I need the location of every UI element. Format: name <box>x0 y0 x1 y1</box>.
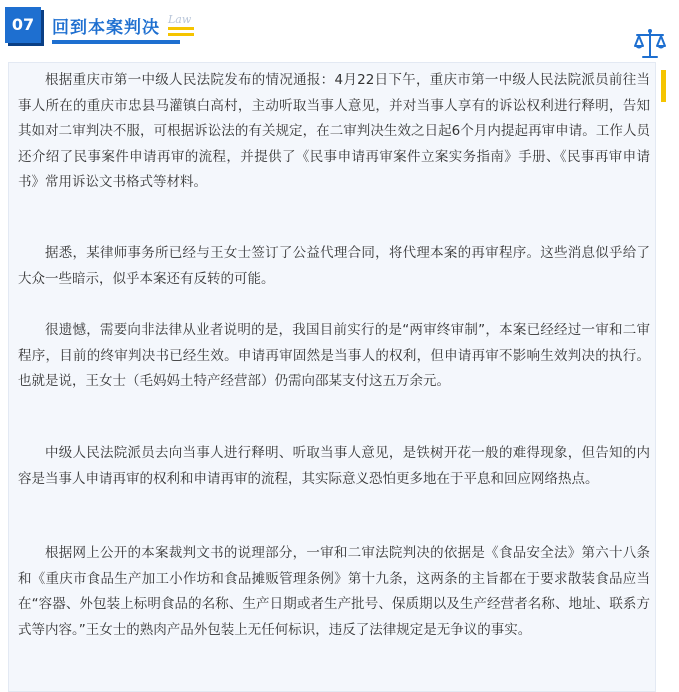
scroll-accent-bar <box>661 70 666 102</box>
paragraph-2: 据悉，某律师事务所已经与王女士签订了公益代理合同，将代理本案的再审程序。这些消息似乎给了大众一些暗示，似乎本案还有反转的可能。 <box>18 245 650 287</box>
paragraph-3: 很遗憾，需要向非法律从业者说明的是，我国目前实行的是“两审终审制”，本案已经经过一审和二审程序，目前的终审判决书已经生效。申请再审固然是当事人的权利，但申请再审不影响生效判决的执行。也就是说，王女士（毛妈妈土特产经营部）仍需向邵某支付这五万余元。 <box>18 322 650 389</box>
scale-of-justice-icon <box>632 26 668 62</box>
section-header <box>0 0 679 64</box>
section-title: 回到本案判决 <box>52 18 160 38</box>
paragraph-5: 根据网上公开的本案裁判文书的说理部分，一审和二审法院判决的依据是《食品安全法》第六十八条和《重庆市食品生产加工小作坊和食品摊贩管理条例》第十九条，这两条的主旨都在于要求散装食品应当在“容器、外包装上标明食品的名称、生产日期或者生产批号、保质期以及生产经营者名称、地址、联系方式等内容。”王女士的熟肉产品外包装上无任何标识，违反了法律规定是无争议的事实。 <box>18 545 650 638</box>
paragraph-1: 根据重庆市第一中级人民法院发布的情况通报：4月22日下午，重庆市第一中级人民法院派员前往当事人所在的重庆市忠县马灌镇白高村，主动听取当事人意见，并对当事人享有的诉讼权利进行释明，告知其如对二审判决不服，可根据诉讼法的有关规定，在二审判决生效之日起6个月内提起再审申请。工作人员还介绍了民事案件申请再审的流程，并提供了《民事申请再审案件立案实务指南》手册、《民事再审申请书》常用诉讼文书格式等材料。 <box>18 72 650 190</box>
law-decoration-bars <box>168 27 194 39</box>
law-tag: Law <box>168 13 192 26</box>
title-underline <box>52 40 180 44</box>
paragraph-4: 中级人民法院派员去向当事人进行释明、听取当事人意见，是铁树开花一般的难得现象，但告知的内容是当事人申请再审的权利和申请再审的流程，其实际意义恐怕更多地在于平息和回应网络热点。 <box>18 445 650 487</box>
section-number-badge: 07 <box>5 7 41 43</box>
